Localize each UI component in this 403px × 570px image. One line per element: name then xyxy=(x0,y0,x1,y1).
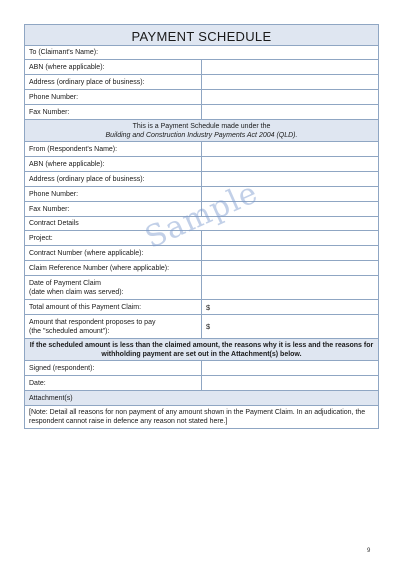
claim-date-label-line2: (date when claim was served): xyxy=(29,288,124,296)
date-field[interactable] xyxy=(202,376,378,390)
claimant-name-label: To (Claimant's Name): xyxy=(29,49,99,56)
project-field[interactable] xyxy=(202,231,378,245)
claimant-address-row xyxy=(25,74,378,89)
total-amount-label: Total amount of this Payment Claim: xyxy=(25,300,202,314)
claim-date-field[interactable] xyxy=(202,276,378,299)
claimant-phone-label: Phone Number: xyxy=(25,90,202,104)
act-notice xyxy=(25,120,378,141)
respondent-name-row xyxy=(25,141,378,156)
attachments-header-row xyxy=(25,390,378,405)
sample-watermark: Sample xyxy=(140,175,264,256)
reasons-notice-row xyxy=(25,338,378,360)
respondent-name-label: From (Respondent's Name): xyxy=(25,142,202,156)
contract-details-heading: Contract Details xyxy=(29,220,79,227)
signed-row xyxy=(25,360,378,375)
claimant-fax-field[interactable] xyxy=(202,105,378,119)
signed-label: Signed (respondent): xyxy=(25,361,202,375)
respondent-abn-row xyxy=(25,156,378,171)
scheduled-amount-label xyxy=(25,315,202,338)
act-notice-line1: This is a Payment Schedule made under the xyxy=(132,123,271,130)
respondent-fax-label: Fax Number: xyxy=(25,202,202,216)
total-amount-row xyxy=(25,299,378,314)
scheduled-amount-label-line2: (the "scheduled amount"): xyxy=(29,327,110,335)
claim-date-label xyxy=(25,276,202,299)
scheduled-amount-row xyxy=(25,314,378,338)
scheduled-amount-field[interactable]: $ xyxy=(206,322,211,331)
claimant-name-row xyxy=(25,45,378,59)
title-row xyxy=(25,25,378,45)
claim-reference-row xyxy=(25,260,378,275)
claimant-fax-row xyxy=(25,104,378,119)
contract-number-field[interactable] xyxy=(202,246,378,260)
attachments-note-row xyxy=(25,405,378,428)
claim-reference-label: Claim Reference Number (where applicable): xyxy=(25,261,202,275)
claimant-address-field[interactable] xyxy=(202,75,378,89)
claimant-abn-label: ABN (where applicable): xyxy=(25,60,202,74)
reasons-notice: If the scheduled amount is less than the claimed amount, the reasons why it is less and the reasons for withholding payment are set out in the Attachment(s) below. xyxy=(25,339,378,360)
contract-number-row xyxy=(25,245,378,260)
claim-date-row xyxy=(25,275,378,299)
claim-reference-field[interactable] xyxy=(202,261,378,275)
claimant-abn-row xyxy=(25,59,378,74)
claimant-address-label: Address (ordinary place of business): xyxy=(25,75,202,89)
contract-number-label: Contract Number (where applicable): xyxy=(25,246,202,260)
claimant-phone-field[interactable] xyxy=(202,90,378,104)
attachments-note[interactable]: [Note: Detail all reasons for non payment of any amount shown in the Payment Claim. In an adjudication, the respondent cannot raise in defence any reason not stated here.] xyxy=(29,409,366,425)
signature-field[interactable] xyxy=(202,361,378,375)
respondent-name-field[interactable] xyxy=(202,142,378,156)
respondent-phone-label: Phone Number: xyxy=(25,187,202,201)
act-notice-row xyxy=(25,119,378,141)
act-notice-line2: Building and Construction Industry Payments Act 2004 (QLD). xyxy=(105,132,298,139)
attachments-heading: Attachment(s) xyxy=(25,391,378,405)
claimant-fax-label: Fax Number: xyxy=(25,105,202,119)
date-label: Date: xyxy=(25,376,202,390)
total-amount-field[interactable]: $ xyxy=(206,302,211,312)
date-row xyxy=(25,375,378,390)
respondent-address-row xyxy=(25,171,378,186)
respondent-address-label: Address (ordinary place of business): xyxy=(25,172,202,186)
respondent-abn-field[interactable] xyxy=(202,157,378,171)
scheduled-amount-label-line1: Amount that respondent proposes to pay xyxy=(29,318,156,326)
project-label: Project: xyxy=(25,231,202,245)
page-number: 9 xyxy=(367,548,371,554)
claimant-phone-row xyxy=(25,89,378,104)
claimant-abn-field[interactable] xyxy=(202,60,378,74)
form-title: PAYMENT SCHEDULE xyxy=(25,25,378,45)
claim-date-label-line1: Date of Payment Claim xyxy=(29,279,101,287)
respondent-abn-label: ABN (where applicable): xyxy=(25,157,202,171)
